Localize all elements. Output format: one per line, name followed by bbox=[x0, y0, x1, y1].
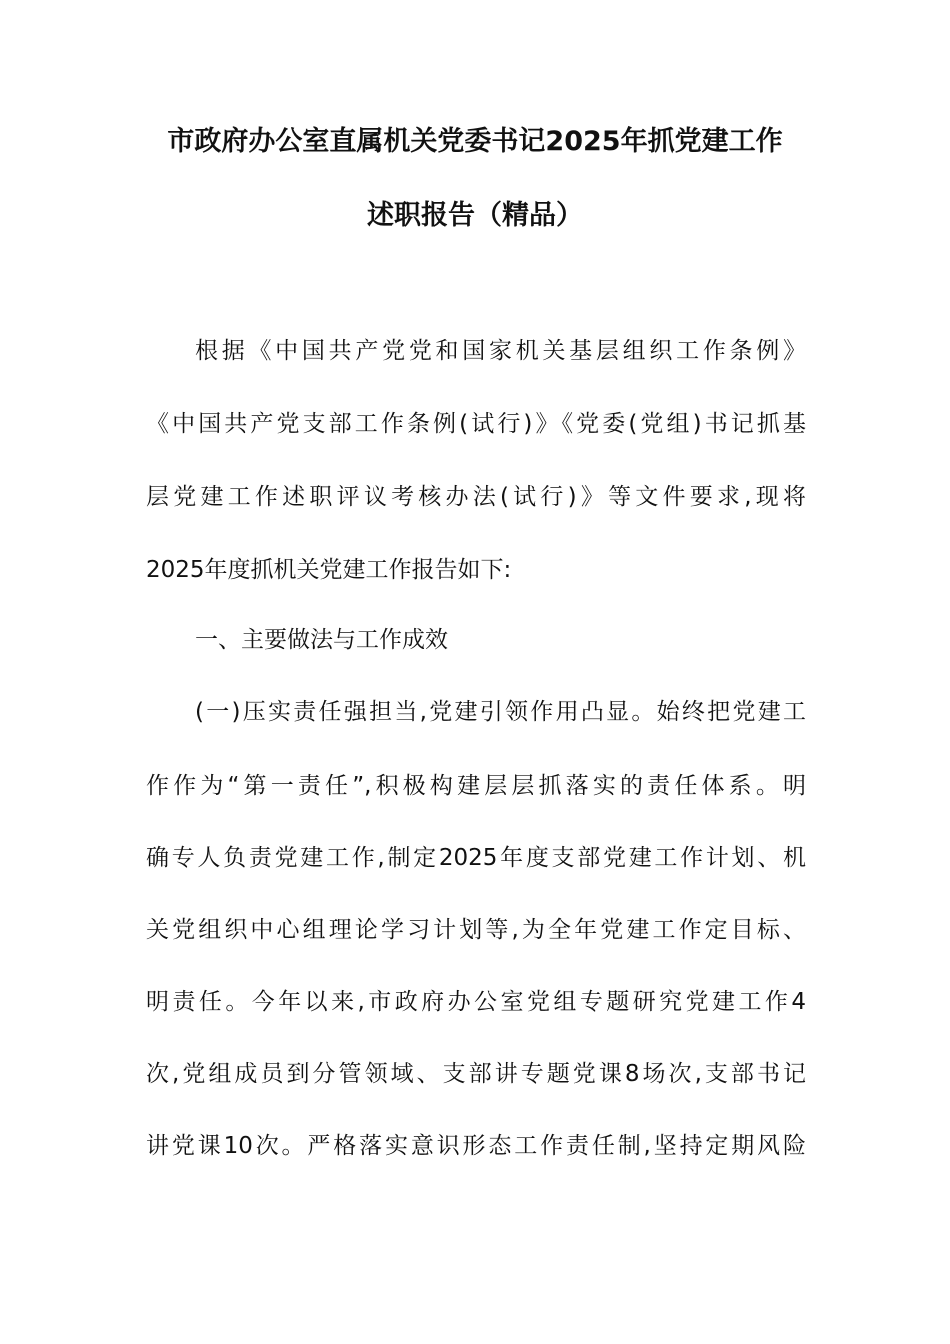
paragraph-line: 作作为“第一责任”,积极构建层层抓落实的责任体系。明 bbox=[146, 773, 806, 799]
paragraph-line: 次,党组成员到分管领域、支部讲专题党课8场次,支部书记 bbox=[146, 1061, 806, 1087]
paragraph-line: 讲党课10次。严格落实意识形态工作责任制,坚持定期风险 bbox=[146, 1133, 806, 1159]
paragraph-line: 层党建工作述职评议考核办法(试行)》等文件要求,现将 bbox=[146, 484, 806, 510]
paragraph-line: (一)压实责任强担当,党建引领作用凸显。始终把党建工 bbox=[195, 699, 806, 725]
section-heading: 一、主要做法与工作成效 bbox=[195, 627, 448, 653]
paragraph-line: 根据《中国共产党党和国家机关基层组织工作条例》 bbox=[195, 338, 806, 364]
paragraph-line: 《中国共产党支部工作条例(试行)》《党委(党组)书记抓基 bbox=[146, 411, 806, 437]
paragraph-line: 关党组织中心组理论学习计划等,为全年党建工作定目标、 bbox=[146, 917, 806, 943]
paragraph-line: 明责任。今年以来,市政府办公室党组专题研究党建工作4 bbox=[146, 989, 806, 1015]
document-title-line-1: 市政府办公室直属机关党委书记2025年抓党建工作 bbox=[167, 126, 783, 157]
paragraph-line: 确专人负责党建工作,制定2025年度支部党建工作计划、机 bbox=[146, 845, 806, 871]
paragraph-line: 2025年度抓机关党建工作报告如下: bbox=[146, 557, 512, 583]
document-title-line-2: 述职报告（精品） bbox=[367, 200, 583, 231]
